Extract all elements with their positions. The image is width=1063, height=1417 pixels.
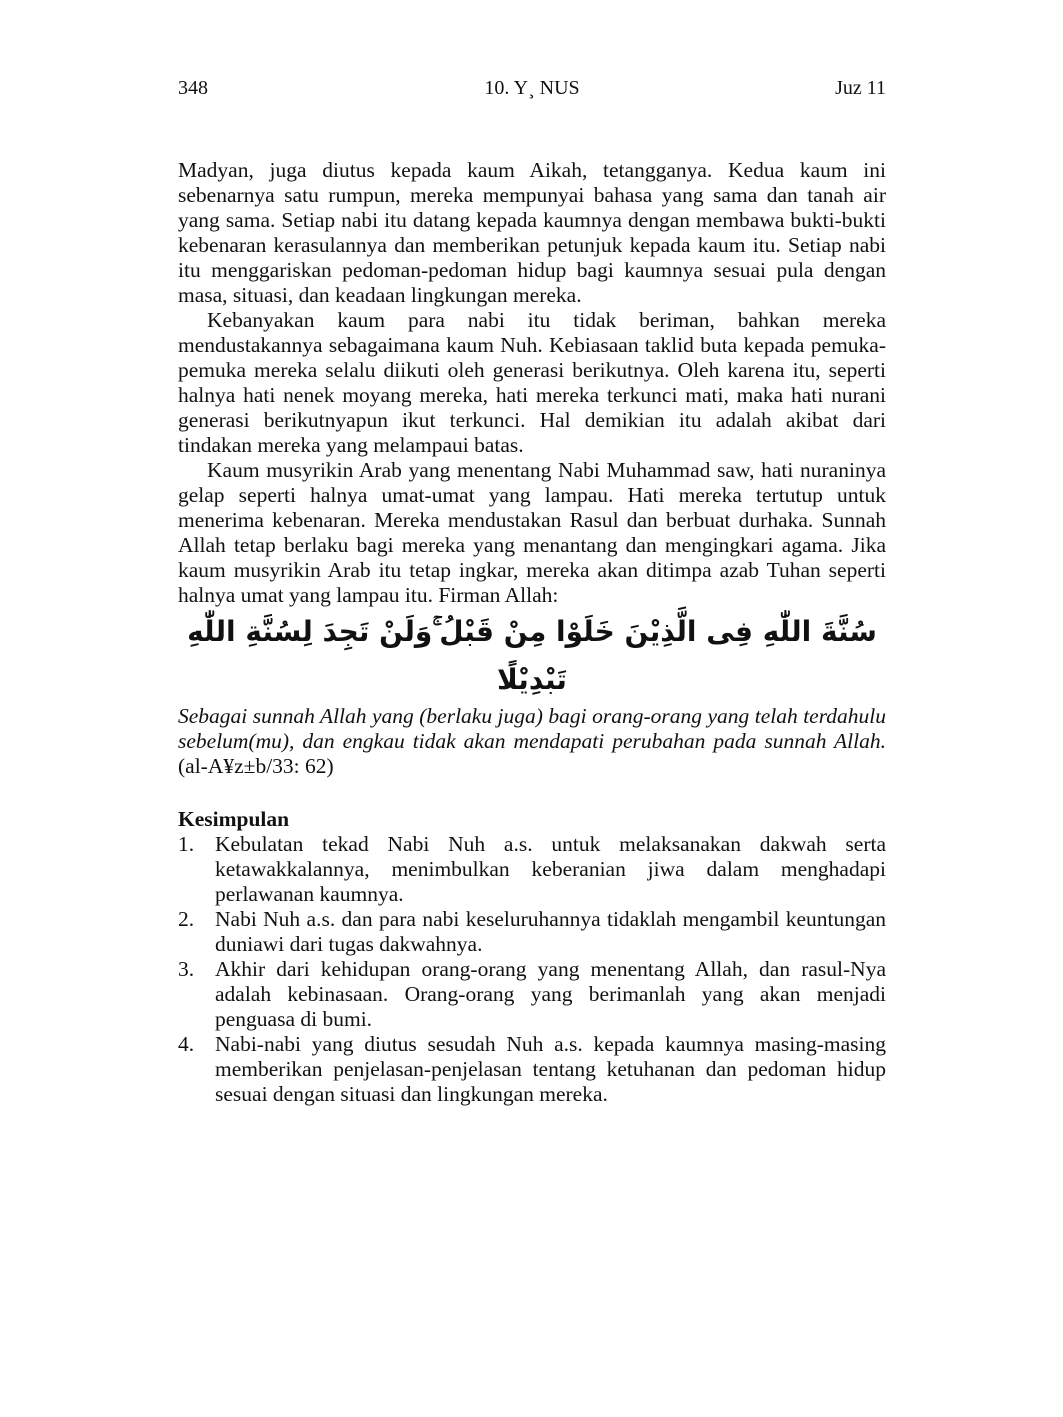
main-content [178,158,886,1107]
translation-text: Sebagai sunnah Allah yang (berlaku juga) bagi orang-orang yang telah terdahulu sebelum(mu), dan engkau tidak akan mendapati perubahan pada sunnah Allah. [178,704,886,753]
list-item [178,832,886,907]
list-number: 1. [178,832,195,856]
list-number: 4. [178,1032,195,1056]
juz-label: Juz 11 [835,77,886,99]
paragraph-3: Kaum musyrikin Arab yang menentang Nabi Muhammad saw, hati nuraninya gelap seperti halnya umat-umat yang lampau. Hati mereka tertutup untuk menerima kebenaran. Mereka mendustakan Rasul dan berbuat durhaka. Sunnah Allah tetap berlaku bagi mereka yang menantang dan mengingkari agama. Jika kaum musyrikin Arab itu tetap ingkar, mereka akan ditimpa azab Tuhan seperti halnya umat yang lampau itu. Firman Allah: [178,458,886,607]
list-item [178,907,886,957]
page-number: 348 [178,77,208,99]
list-text: Nabi Nuh a.s. dan para nabi keseluruhannya tidaklah mengambil keuntungan duniawi dari tugas dakwahnya. [215,907,886,956]
list-item [178,1032,886,1107]
list-item [178,957,886,1032]
list-text: Akhir dari kehidupan orang-orang yang menentang Allah, dan rasul-Nya adalah kebinasaan. Orang-orang yang berimanlah yang akan menjadi penguasa di bumi. [215,957,886,1031]
paragraph-1: Madyan, juga diutus kepada kaum Aikah, tetangganya. Kedua kaum ini sebenarnya satu rumpun, mereka mempunyai bahasa yang sama dan tanah air yang sama. Setiap nabi itu datang kepada kaumnya dengan membawa bukti-bukti kebenaran kerasulannya dan memberikan petunjuk kepada kaum itu. Setiap nabi itu menggariskan pedoman-pedoman hidup bagi kaumnya sesuai pula dengan masa, situasi, dan keadaan lingkungan mereka. [178,158,886,307]
paragraph-2: Kebanyakan kaum para nabi itu tidak beriman, bahkan mereka mendustakannya sebagaimana kaum Nuh. Kebiasaan taklid buta kepada pemuka-pemuka mereka selalu diikuti oleh generasi berikutnya. Oleh karena itu, seperti halnya hati nenek moyang mereka, hati mereka terkunci mati, maka hati nurani generasi berikutnyapun ikut terkunci. Hal demikian itu adalah akibat dari tindakan mereka yang melampaui batas. [178,308,886,457]
list-text: Kebulatan tekad Nabi Nuh a.s. untuk melaksanakan dakwah serta ketawakkalannya, menimbulkan keberanian jiwa dalam menghadapi perlawanan kaumnya. [215,832,886,906]
arabic-verse: سُنَّةَ اللّٰهِ فِى الَّذِيْنَ خَلَوْا مِنْ قَبْلُ ۚوَلَنْ تَجِدَ لِسُنَّةِ اللّٰهِ تَبْدِيْلًا [187,615,877,696]
chapter-title: 10. Y¸ NUS [484,77,580,99]
conclusion-heading: Kesimpulan [178,807,290,831]
verse-translation [178,704,886,779]
verse-reference: (al-A¥z±b/33: 62) [178,754,334,778]
conclusion-list [178,832,886,1107]
list-text: Nabi-nabi yang diutus sesudah Nuh a.s. kepada kaumnya masing-masing memberikan penjelasan-penjelasan tentang ketuhanan dan pedoman hidup sesuai dengan situasi dan lingkungan mereka. [215,1032,886,1106]
list-number: 2. [178,907,195,931]
list-number: 3. [178,957,195,981]
